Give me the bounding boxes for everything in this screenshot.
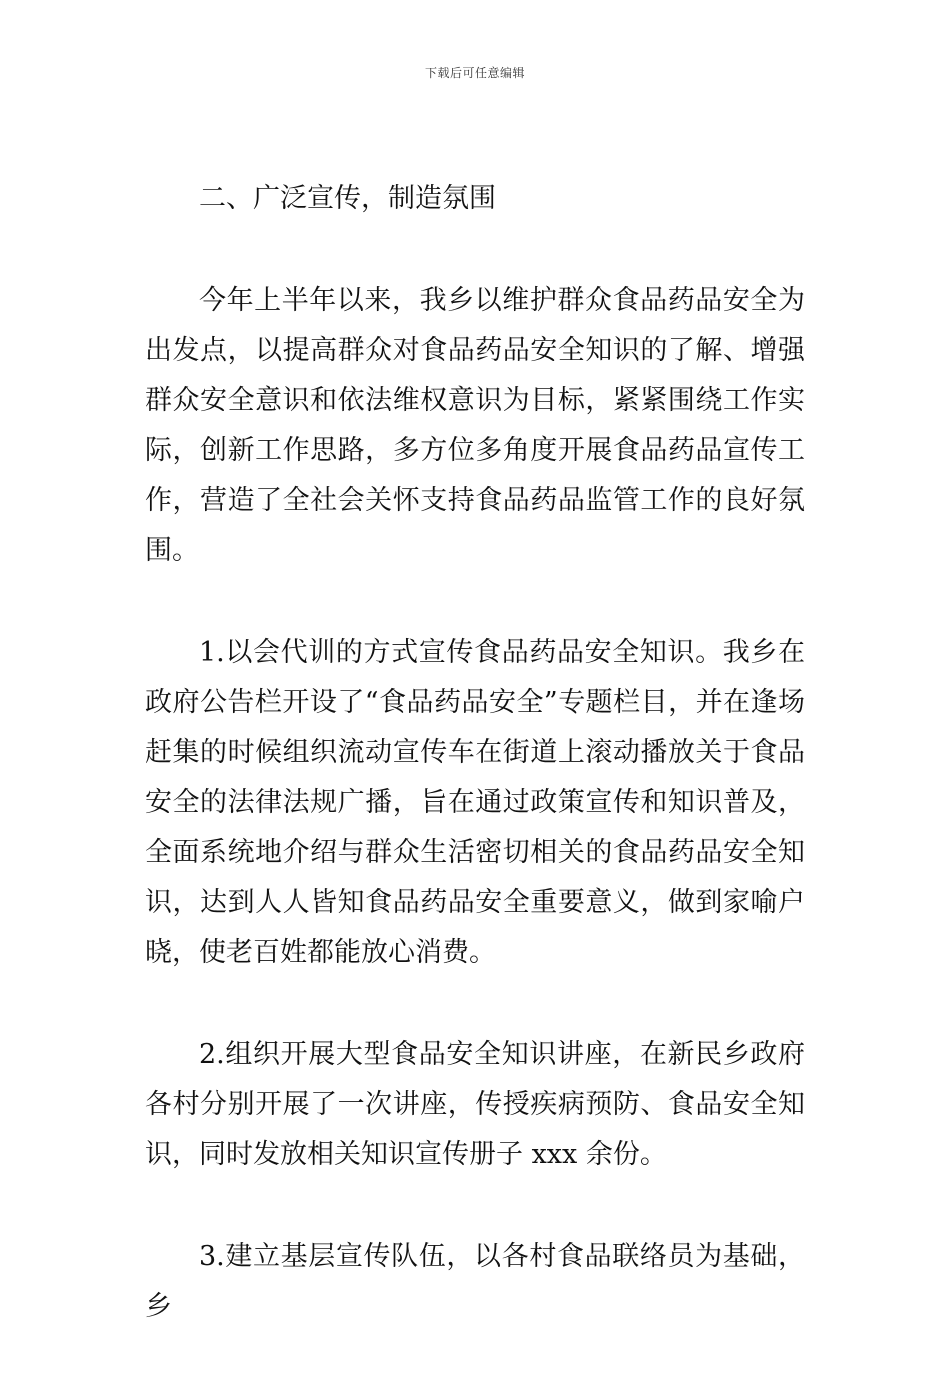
paragraph-item-2: 2.组织开展大型食品安全知识讲座，在新民乡政府各村分别开展了一次讲座，传授疾病预防、食品安全知识，同时发放相关知识宣传册子 xxx 余份。 — [145, 1039, 805, 1170]
paragraph-item-3: 3.建立基层宣传队伍，以各村食品联络员为基础，乡 — [145, 1241, 805, 1322]
paragraph-item-1: 1.以会代训的方式宣传食品药品安全知识。我乡在政府公告栏开设了“食品药品安全”专题栏目，并在逢场赶集的时候组织流动宣传车在街道上滚动播放关于食品安全的法律法规广播，旨在通过政策宣传和知识普及，全面系统地介绍与群众生活密切相关的食品药品安全知识，达到人人皆知食品药品安全重要意义，做到家喻户晓，使老百姓都能放心消费。 — [145, 637, 805, 968]
section-title: 二、广泛宣传，制造氛围 — [199, 183, 496, 214]
paragraph-intro: 今年上半年以来，我乡以维护群众食品药品安全为出发点，以提高群众对食品药品安全知识的了解、增强群众安全意识和依法维权意识为目标，紧紧围绕工作实际，创新工作思路，多方位多角度开展食品药品宣传工作，营造了全社会关怀支持食品药品监管工作的良好氛围。 — [145, 285, 805, 566]
document-body — [145, 174, 805, 1384]
page-header: 下载后可任意编辑 — [424, 66, 525, 80]
